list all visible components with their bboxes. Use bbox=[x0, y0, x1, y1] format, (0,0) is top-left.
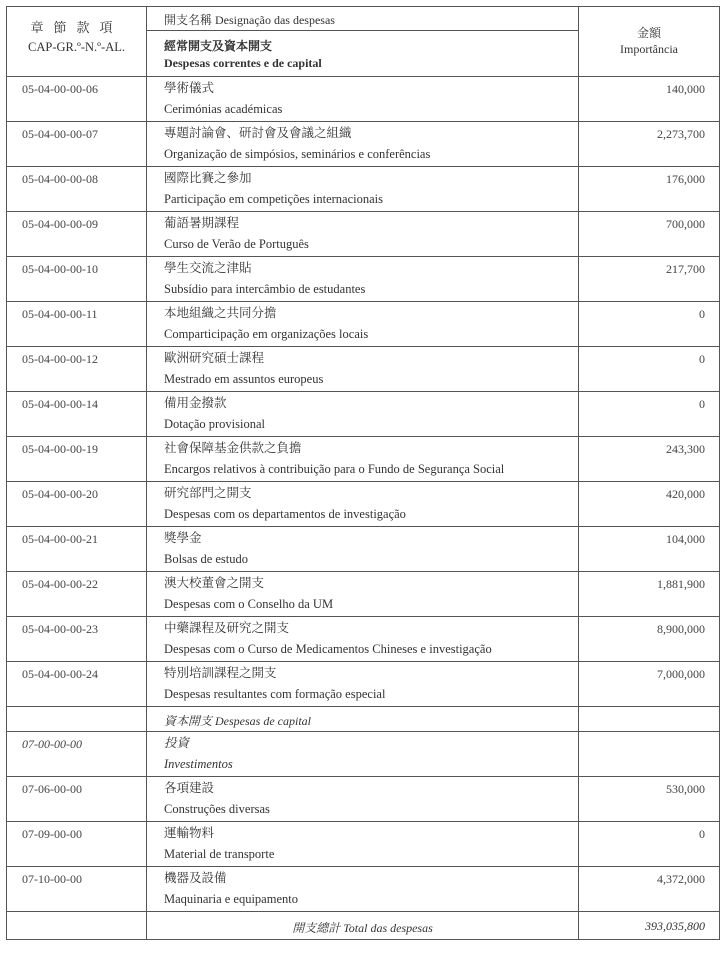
row-amount: 243,300 bbox=[579, 437, 720, 482]
row-description-pt: Mestrado em assuntos europeus bbox=[164, 372, 324, 386]
row-description bbox=[147, 347, 579, 392]
row-amount: 2,273,700 bbox=[579, 122, 720, 167]
table-row bbox=[7, 777, 720, 822]
row-description bbox=[147, 867, 579, 912]
row-description bbox=[147, 167, 579, 212]
row-description-pt: Participação em competições internacionais bbox=[164, 192, 384, 206]
row-description-pt: Despesas com os departamentos de investigação bbox=[164, 507, 406, 521]
row-code: 05-04-00-00-07 bbox=[7, 122, 147, 167]
table-row bbox=[7, 257, 720, 302]
row-description-zh: 運輸物料 bbox=[164, 826, 215, 840]
row-code: 07-06-00-00 bbox=[7, 777, 147, 822]
row-amount: 700,000 bbox=[579, 212, 720, 257]
row-description bbox=[147, 662, 579, 707]
row-description-zh: 學術儀式 bbox=[164, 81, 215, 95]
expense-table bbox=[6, 6, 720, 940]
row-description bbox=[147, 437, 579, 482]
table-row bbox=[7, 662, 720, 707]
table-row bbox=[7, 867, 720, 912]
row-description-pt: Despesas com o Conselho da UM bbox=[164, 597, 334, 611]
row-description-pt: Maquinaria e equipamento bbox=[164, 892, 298, 906]
table-row bbox=[7, 347, 720, 392]
row-amount: 8,900,000 bbox=[579, 617, 720, 662]
amount-header-pt: Importância bbox=[620, 42, 678, 56]
row-description-pt: Subsídio para intercâmbio de estudantes bbox=[164, 282, 366, 296]
code-header-zh: 章節款項 bbox=[30, 20, 123, 35]
row-description bbox=[147, 212, 579, 257]
table-row bbox=[7, 732, 720, 777]
row-description-zh: 研究部門之開支 bbox=[164, 486, 252, 500]
row-code: 05-04-00-00-06 bbox=[7, 77, 147, 122]
row-amount: 0 bbox=[579, 392, 720, 437]
row-description-zh: 本地組織之共同分擔 bbox=[164, 306, 277, 320]
code-header-pt: CAP-GR.º-N.º-AL. bbox=[28, 40, 125, 54]
row-amount: 104,000 bbox=[579, 527, 720, 572]
empty-code-cell bbox=[7, 707, 147, 732]
table-row bbox=[7, 122, 720, 167]
row-description bbox=[147, 302, 579, 347]
total-amount: 393,035,800 bbox=[579, 912, 720, 940]
row-description-zh: 各項建設 bbox=[164, 781, 215, 795]
amount-column-header bbox=[579, 7, 720, 77]
row-code: 05-04-00-00-24 bbox=[7, 662, 147, 707]
row-description-zh: 備用金撥款 bbox=[164, 396, 227, 410]
table-row bbox=[7, 392, 720, 437]
row-code: 05-04-00-00-09 bbox=[7, 212, 147, 257]
row-description-pt: Despesas resultantes com formação especial bbox=[164, 687, 386, 701]
row-description-zh: 葡語暑期課程 bbox=[164, 216, 240, 230]
row-description bbox=[147, 617, 579, 662]
row-description bbox=[147, 527, 579, 572]
table-row bbox=[7, 77, 720, 122]
row-description bbox=[147, 482, 579, 527]
row-code: 07-00-00-00 bbox=[7, 732, 147, 777]
row-code: 07-10-00-00 bbox=[7, 867, 147, 912]
row-code: 05-04-00-00-23 bbox=[7, 617, 147, 662]
row-description-zh: 專題討論會、研討會及會議之組織 bbox=[164, 126, 352, 140]
empty-amount-cell bbox=[579, 707, 720, 732]
row-amount: 217,700 bbox=[579, 257, 720, 302]
row-code: 05-04-00-00-14 bbox=[7, 392, 147, 437]
table-row bbox=[7, 572, 720, 617]
table-row bbox=[7, 822, 720, 867]
row-code: 05-04-00-00-11 bbox=[7, 302, 147, 347]
row-amount: 530,000 bbox=[579, 777, 720, 822]
row-description-pt: Despesas com o Curso de Medicamentos Chineses e investigação bbox=[164, 642, 492, 656]
row-amount: 420,000 bbox=[579, 482, 720, 527]
designation-header: 開支名稱 Designação das despesas bbox=[147, 7, 579, 31]
row-description-pt: Curso de Verão de Português bbox=[164, 237, 309, 251]
section-header-pt: Despesas correntes e de capital bbox=[164, 56, 322, 70]
row-description-zh: 獎學金 bbox=[164, 531, 202, 545]
row-amount: 176,000 bbox=[579, 167, 720, 212]
row-amount: 7,000,000 bbox=[579, 662, 720, 707]
amount-header-zh: 金額 bbox=[636, 26, 661, 40]
code-column-header bbox=[7, 7, 147, 77]
row-description-pt: Cerimónias académicas bbox=[164, 102, 283, 116]
section-header-zh: 經常開支及資本開支 bbox=[164, 39, 273, 53]
section-header bbox=[147, 31, 579, 77]
row-code: 05-04-00-00-08 bbox=[7, 167, 147, 212]
row-code: 05-04-00-00-19 bbox=[7, 437, 147, 482]
row-code: 07-09-00-00 bbox=[7, 822, 147, 867]
row-description-zh: 學生交流之津貼 bbox=[164, 261, 252, 275]
row-description-zh: 社會保障基金供款之負擔 bbox=[164, 441, 302, 455]
row-description-pt: Comparticipação em organizações locais bbox=[164, 327, 369, 341]
row-description bbox=[147, 732, 579, 777]
row-amount bbox=[579, 732, 720, 777]
row-description-zh: 特別培訓課程之開支 bbox=[164, 666, 277, 680]
row-description-pt: Construções diversas bbox=[164, 802, 270, 816]
table-row bbox=[7, 482, 720, 527]
table-row bbox=[7, 302, 720, 347]
row-description-pt: Investimentos bbox=[164, 757, 233, 771]
row-description bbox=[147, 257, 579, 302]
row-amount: 0 bbox=[579, 302, 720, 347]
row-amount: 1,881,900 bbox=[579, 572, 720, 617]
table-row bbox=[7, 167, 720, 212]
row-description-zh: 中藥課程及研究之開支 bbox=[164, 621, 290, 635]
row-description bbox=[147, 77, 579, 122]
total-label: 開支總計 Total das despesas bbox=[147, 912, 579, 940]
row-description-pt: Organização de simpósios, seminários e conferências bbox=[164, 147, 431, 161]
row-description bbox=[147, 572, 579, 617]
row-description-pt: Material de transporte bbox=[164, 847, 275, 861]
row-description-zh: 機器及設備 bbox=[164, 871, 227, 885]
row-code: 05-04-00-00-12 bbox=[7, 347, 147, 392]
row-code: 05-04-00-00-20 bbox=[7, 482, 147, 527]
row-description-pt: Dotação provisional bbox=[164, 417, 266, 431]
row-code: 05-04-00-00-10 bbox=[7, 257, 147, 302]
budget-page bbox=[6, 6, 719, 940]
capital-subheader: 資本開支 Despesas de capital bbox=[147, 707, 579, 732]
row-description-zh: 澳大校董會之開支 bbox=[164, 576, 265, 590]
row-description-zh: 歐洲研究碩士課程 bbox=[164, 351, 265, 365]
table-row bbox=[7, 212, 720, 257]
table-row bbox=[7, 617, 720, 662]
row-description bbox=[147, 392, 579, 437]
table-row bbox=[7, 437, 720, 482]
row-description-pt: Encargos relativos à contribuição para o Fundo de Segurança Social bbox=[164, 462, 505, 476]
row-amount: 0 bbox=[579, 822, 720, 867]
row-description bbox=[147, 122, 579, 167]
row-amount: 4,372,000 bbox=[579, 867, 720, 912]
row-code: 05-04-00-00-22 bbox=[7, 572, 147, 617]
row-amount: 140,000 bbox=[579, 77, 720, 122]
row-description-zh: 投資 bbox=[164, 736, 190, 750]
row-amount: 0 bbox=[579, 347, 720, 392]
row-description bbox=[147, 822, 579, 867]
row-code: 05-04-00-00-21 bbox=[7, 527, 147, 572]
total-row bbox=[7, 912, 720, 940]
row-description-zh: 國際比賽之參加 bbox=[164, 171, 252, 185]
row-description-pt: Bolsas de estudo bbox=[164, 552, 249, 566]
row-description bbox=[147, 777, 579, 822]
empty-code-cell bbox=[7, 912, 147, 940]
table-row bbox=[7, 527, 720, 572]
